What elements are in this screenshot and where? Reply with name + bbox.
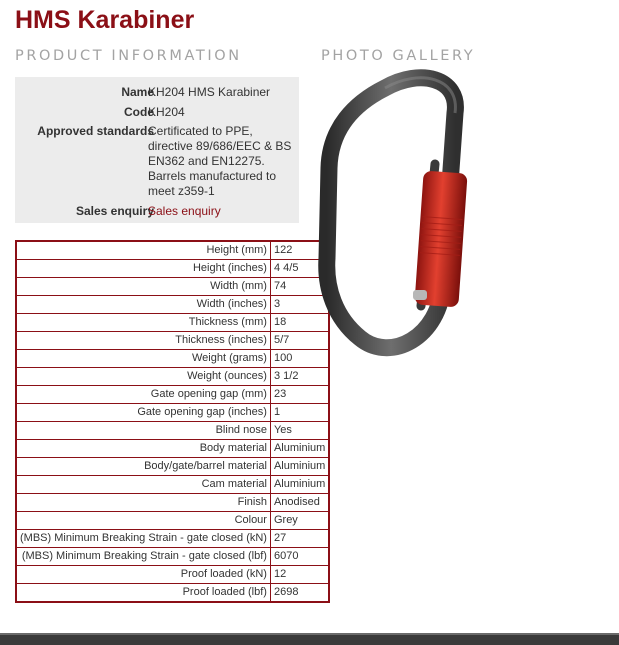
spec-label: Thickness (inches) (16, 332, 270, 350)
spec-label: Finish (16, 494, 270, 512)
product-info-panel (15, 77, 299, 223)
spec-row (16, 296, 329, 314)
spec-value: 4 4/5 (270, 260, 329, 278)
spec-row (16, 386, 329, 404)
sales-enquiry-link[interactable]: Sales enquiry (148, 204, 221, 218)
specifications-table (15, 240, 330, 603)
spec-row (16, 548, 329, 566)
spec-value: 5/7 (270, 332, 329, 350)
karabiner-image[interactable] (315, 68, 485, 368)
spec-row (16, 530, 329, 548)
spec-label: Weight (ounces) (16, 368, 270, 386)
spec-value: 100 (270, 350, 329, 368)
spec-label: Gate opening gap (inches) (16, 404, 270, 422)
spec-value: 2698 (270, 584, 329, 603)
enquiry-label: Sales enquiry (75, 204, 154, 218)
spec-value: 122 (273, 244, 293, 256)
spec-value: 74 (270, 278, 329, 296)
spec-label: Cam material (16, 476, 270, 494)
spec-label: Gate opening gap (mm) (16, 386, 270, 404)
spec-label: Height (mm) (16, 241, 270, 260)
spec-value: Grey (270, 512, 329, 530)
spec-row (16, 584, 329, 603)
spec-row (16, 368, 329, 386)
spec-row (16, 476, 329, 494)
spec-row (16, 512, 329, 530)
spec-label: Colour (16, 512, 270, 530)
spec-row (16, 458, 329, 476)
spec-row (16, 422, 329, 440)
spec-value: 27 (270, 530, 329, 548)
standards-label: Approved standards (37, 124, 154, 138)
spec-value: Anodised (270, 494, 329, 512)
spec-value: Aluminium (270, 458, 329, 476)
name-label: Name (121, 85, 154, 99)
spec-value: Aluminium (270, 476, 329, 494)
spec-row (16, 314, 329, 332)
spec-label: Weight (grams) (16, 350, 270, 368)
spec-label: Thickness (mm) (16, 314, 270, 332)
code-value: KH204 (148, 105, 185, 119)
spec-value: 12 (270, 566, 329, 584)
spec-label: Proof loaded (kN) (16, 566, 270, 584)
footer-divider (0, 633, 619, 635)
standards-value: Certificated to PPE, directive 89/686/EEC & BS EN362 and EN12275. Barrels manufactured to meet z359-1 (148, 124, 292, 198)
spec-value: 3 (270, 296, 329, 314)
spec-label: Blind nose (16, 422, 270, 440)
spec-label: Width (mm) (16, 278, 270, 296)
spec-row (16, 350, 329, 368)
product-information-heading: PRODUCT INFORMATION (15, 48, 242, 64)
spec-label: (MBS) Minimum Breaking Strain - gate closed (lbf) (16, 548, 270, 566)
spec-value: Aluminium (270, 440, 329, 458)
spec-row (16, 494, 329, 512)
spec-label: (MBS) Minimum Breaking Strain - gate closed (kN) (16, 530, 270, 548)
name-value: KH204 HMS Karabiner (148, 85, 271, 99)
spec-row (16, 260, 329, 278)
spec-label: Body material (16, 440, 270, 458)
spec-value: 6070 (270, 548, 329, 566)
spec-row (16, 241, 329, 260)
photo-gallery-heading: PHOTO GALLERY (321, 48, 476, 64)
spec-value: 1 (270, 404, 329, 422)
spec-row (16, 278, 329, 296)
spec-row (16, 332, 329, 350)
spec-value: Yes (270, 422, 329, 440)
spec-value: 23 (270, 386, 329, 404)
page-title: HMS Karabiner (15, 6, 195, 34)
spec-value: 3 1/2 (270, 368, 329, 386)
spec-row (16, 566, 329, 584)
spec-label: Height (inches) (16, 260, 270, 278)
code-label: Code (124, 105, 154, 119)
spec-label: Body/gate/barrel material (16, 458, 270, 476)
spec-label: Proof loaded (lbf) (16, 584, 270, 603)
spec-row (16, 404, 329, 422)
spec-row (16, 440, 329, 458)
spec-label: Width (inches) (16, 296, 270, 314)
spec-value: 18 (270, 314, 329, 332)
